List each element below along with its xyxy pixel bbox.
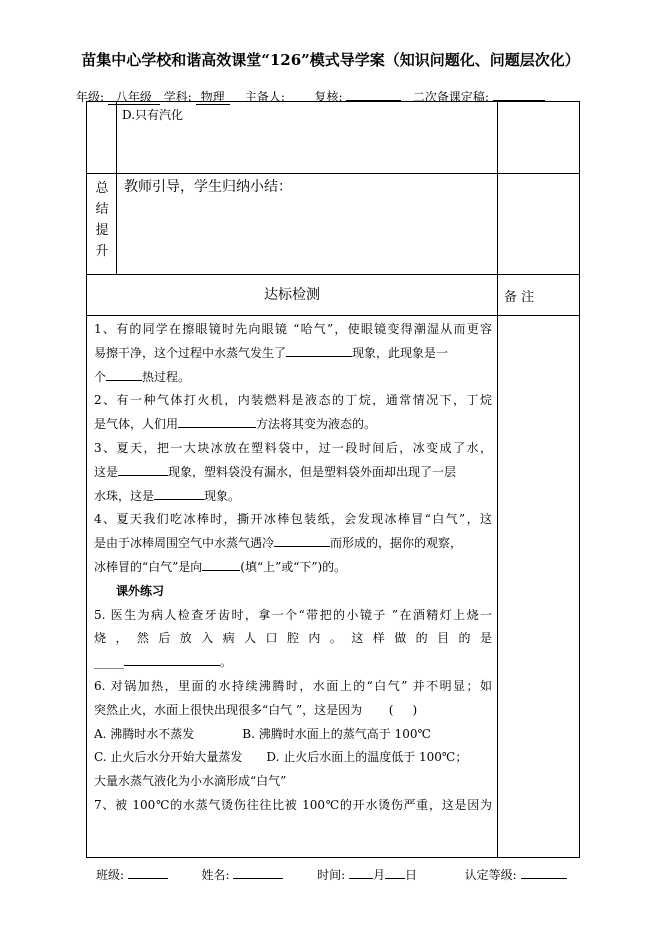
row-divider — [86, 173, 580, 174]
reviewer-label: 复核: — [314, 90, 343, 104]
table-border-right — [579, 101, 580, 858]
grade-value: 八年级 — [108, 91, 160, 105]
q7-line: 7、被 100℃的水蒸气烫伤往往比被 100℃的开水烫伤严重，这是因为 — [94, 797, 492, 812]
test-title: 达标检测 — [264, 287, 320, 303]
table-border-bottom — [86, 857, 580, 858]
option-d: D.只有汽化 — [122, 108, 184, 122]
grade-level-label: 认定等级: — [464, 868, 517, 882]
q5-line: _____ 。 — [94, 655, 233, 670]
exercise-body — [94, 318, 492, 818]
row-divider — [86, 274, 580, 275]
q4-line: 冰棒冒的“白气”是向 (填“上”或“下”)的。 — [94, 559, 347, 574]
q2-line: 是气体，人们用 方法将其变为液态的。 — [94, 417, 377, 432]
answer-blank[interactable] — [118, 463, 168, 476]
option-d-q6: D. 止火后水面上的温度低于 100℃； — [266, 750, 468, 765]
q1-line: 1、有的同学在擦眼镜时先向眼镜 “哈气”，使眼镜变得潮湿从而更容 — [94, 322, 492, 336]
answer-blank[interactable] — [154, 487, 204, 500]
day-blank[interactable] — [385, 878, 405, 879]
q5-line: 烧，然后放入病人口腔内。这样做的目的是 — [94, 631, 492, 646]
q6-line: 6. 对锅加热，里面的水持续沸腾时，水面上的“白气” 并不明显；如 — [94, 678, 492, 693]
grade-level-blank[interactable] — [521, 878, 567, 879]
option-b: B. 沸腾时水面上的蒸气高于 100℃ — [242, 726, 431, 741]
page-title: 苗集中心学校和谐高效课堂“126”模式导学案（知识问题化、问题层次化） — [81, 51, 580, 69]
label-column-divider — [116, 101, 117, 274]
answer-blank[interactable] — [202, 558, 240, 571]
q5-line: 5. 医生为病人检查牙齿时，拿一个“带把的小镜子 ”在酒精灯上烧一 — [94, 607, 492, 622]
q1-line: 个 热过程。 — [94, 369, 191, 384]
table-border-top — [86, 101, 580, 102]
day-label: 日 — [404, 868, 417, 882]
month-blank[interactable] — [349, 878, 373, 879]
option-c: C. 止火后水分开始大量蒸发 — [94, 750, 243, 765]
preparer-label: 主备人: — [244, 90, 285, 104]
option-a: A. 沸腾时水不蒸发 — [94, 726, 195, 741]
grade-label: 年级: — [76, 90, 105, 104]
q6-options — [94, 746, 492, 770]
answer-blank[interactable] — [124, 653, 220, 666]
q4-line: 4、夏天我们吃冰棒时，撕开冰棒包装纸，会发现冰棒冒“白气”，这 — [94, 512, 492, 527]
note-title: 备 注 — [504, 290, 535, 305]
footer — [96, 866, 567, 883]
note-column-divider — [497, 101, 498, 858]
q3-line: 这是 现象，塑料袋没有漏水，但是塑料袋外面却出现了一层 — [94, 464, 457, 479]
name-label: 姓名: — [201, 868, 230, 882]
table-border-left — [86, 101, 87, 858]
answer-blank[interactable] — [286, 344, 352, 357]
q4-line: 是由于冰棒周围空气中水蒸气遇冷 而形成的，据你的观察， — [94, 536, 463, 551]
q6-line: 突然止火，水面上很快出现很多“白气 ”，这是因为 ( ) — [94, 702, 418, 717]
second-label: 二次备课定稿: — [412, 90, 489, 104]
row-divider — [86, 315, 580, 316]
month-label: 月 — [372, 868, 385, 882]
extra-title: 课外练习 — [116, 583, 165, 598]
name-blank[interactable] — [233, 878, 283, 879]
q1-line: 易擦干净，这个过程中水蒸气发生了 现象，此现象是一 — [94, 345, 449, 360]
answer-blank[interactable] — [106, 368, 142, 381]
q3-line: 水珠，这是 现象。 — [94, 488, 241, 503]
answer-blank[interactable] — [274, 534, 330, 547]
q2-line: 2、有一种气体打火机，内装燃料是液态的丁烷，通常情况下，丁烷 — [94, 393, 492, 408]
summary-side-label: 总 结 提 升 — [95, 181, 109, 259]
answer-blank[interactable] — [178, 415, 256, 428]
class-blank[interactable] — [128, 878, 168, 879]
q6-options — [94, 723, 492, 747]
summary-text: 教师引导，学生归纳小结： — [124, 179, 292, 195]
q6-line: 大量水蒸气液化为小水滴形成“白气” — [94, 774, 287, 789]
time-label: 时间: — [317, 868, 346, 882]
q3-line: 3、夏天，把一大块冰放在塑料袋中，过一段时间后，冰变成了水， — [94, 440, 492, 455]
class-label: 班级: — [96, 868, 125, 882]
subject-label: 学科: — [163, 90, 192, 104]
subject-value: 物理 — [196, 91, 230, 105]
